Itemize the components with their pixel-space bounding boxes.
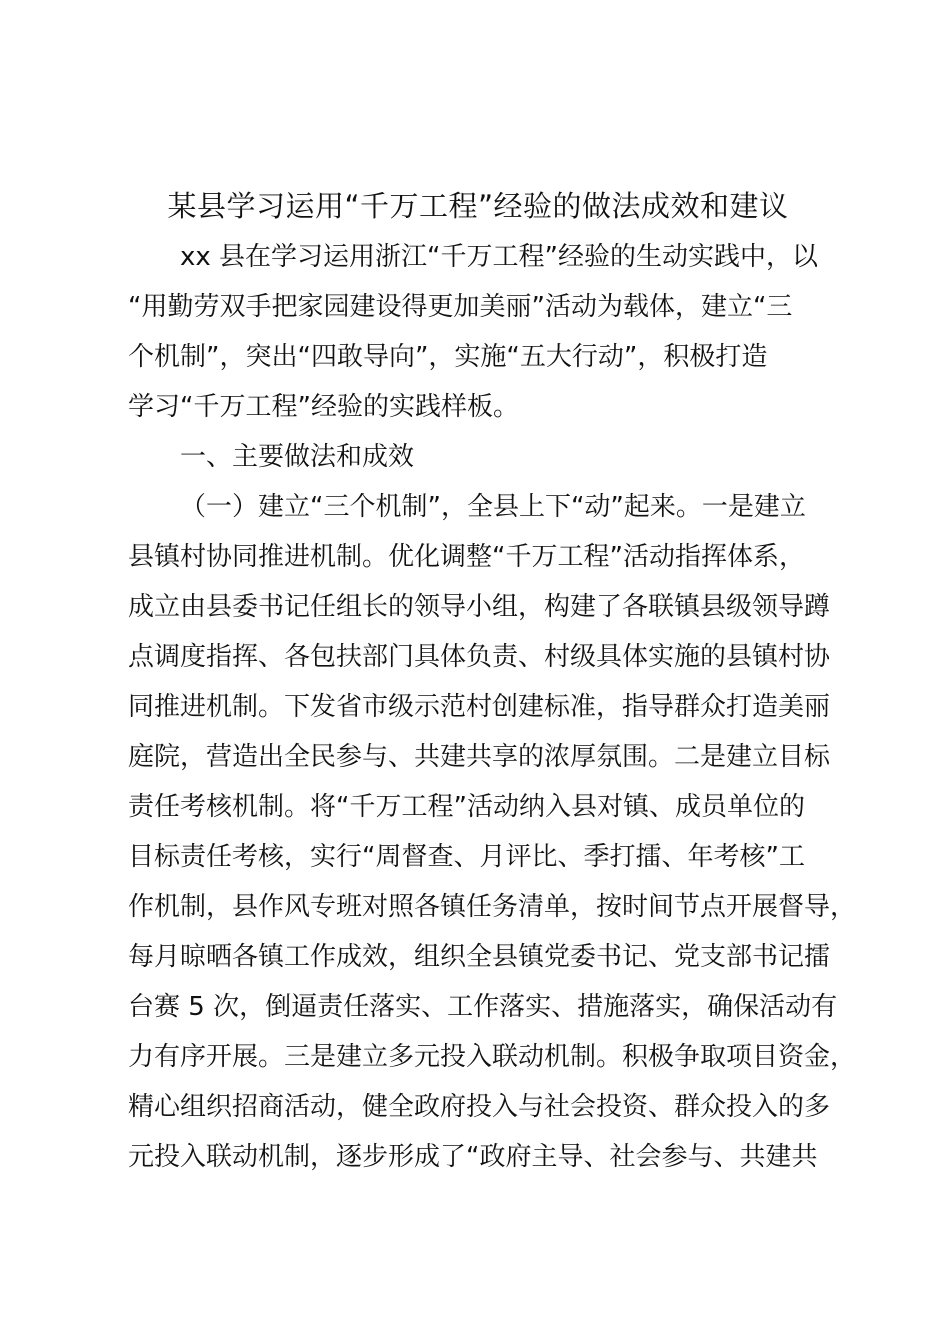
paragraph-line: 同推进机制。下发省市级示范村创建标准，指导群众打造美丽 [128,692,831,722]
paragraph-line: 庭院，营造出全民参与、共建共享的浓厚氛围。二是建立目标 [128,742,831,772]
document-title: 某县学习运用“千万工程”经验的做法成效和建议 [167,189,789,223]
paragraph-line: “用勤劳双手把家园建设得更加美丽”活动为载体，建立“三 [128,292,793,322]
paragraph-line: 力有序开展。三是建立多元投入联动机制。积极争取项目资金， [128,1042,857,1072]
paragraph-line: 目标责任考核，实行“周督查、月评比、季打擂、年考核”工 [128,842,805,872]
paragraph-line: 学习“千万工程”经验的实践样板。 [128,392,519,422]
paragraph-line: 县镇村协同推进机制。优化调整“千万工程”活动指挥体系， [128,542,805,572]
paragraph-line: 个机制”，突出“四敢导向”，实施“五大行动”，积极打造 [128,342,768,372]
paragraph-line: 台赛 5 次，倒逼责任落实、工作落实、措施落实，确保活动有 [128,992,838,1022]
paragraph-line: 每月晾晒各镇工作成效，组织全县镇党委书记、党支部书记擂 [128,942,831,972]
paragraph-line: 责任考核机制。将“千万工程”活动纳入县对镇、成员单位的 [128,792,805,822]
paragraph-line: 成立由县委书记任组长的领导小组，构建了各联镇县级领导蹲 [128,592,831,622]
paragraph-line: 作机制，县作风专班对照各镇任务清单，按时间节点开展督导， [128,892,857,922]
paragraph-line: （一）建立“三个机制”，全县上下“动”起来。一是建立 [180,492,806,522]
paragraph-line: 精心组织招商活动，健全政府投入与社会投资、群众投入的多 [128,1092,831,1122]
paragraph-line: 元投入联动机制，逐步形成了“政府主导、社会参与、共建共 [128,1142,818,1172]
paragraph-line: xx 县在学习运用浙江“千万工程”经验的生动实践中，以 [180,242,818,272]
paragraph-line: 点调度指挥、各包扶部门具体负责、村级具体实施的县镇村协 [128,642,831,672]
section-heading: 一、主要做法和成效 [180,442,415,472]
